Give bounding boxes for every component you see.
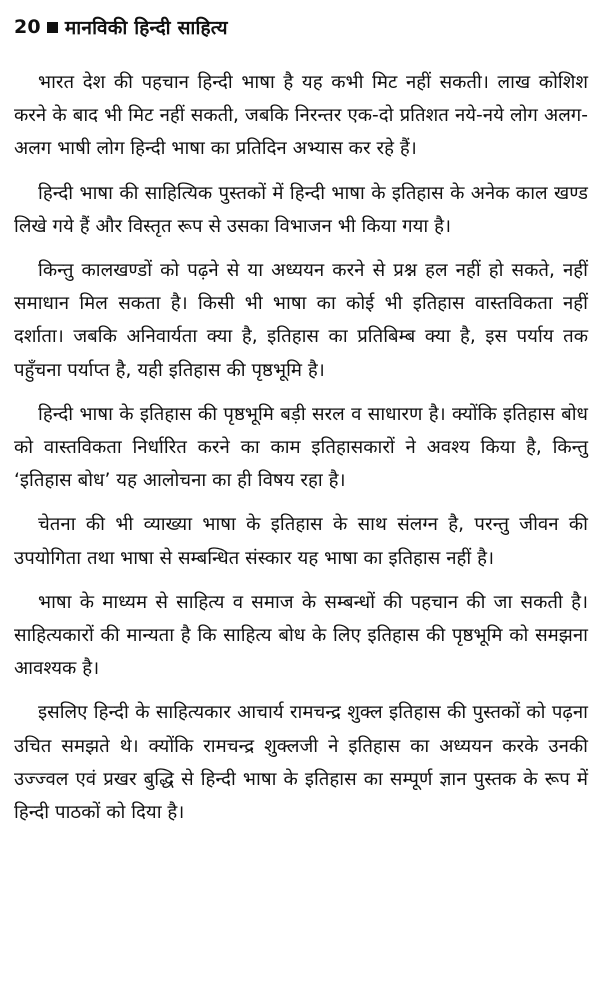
paragraph-7: इसलिए हिन्दी के साहित्यकार आचार्य रामचन्द्र शुक्ल इतिहास की पुस्तकों को पढ़ना उचित समझते थे। क्योंकि रामचन्द्र शुक्लजी ने इतिहास का अध्ययन करके उनकी उज्ज्वल एवं प्रखर बुद्धि से हिन्दी भाषा के इतिहास का सम्पूर्ण ज्ञान पुस्तक के रूप में हिन्दी पाठकों को दिया है।	[14, 702, 588, 824]
paragraph-2: हिन्दी भाषा की साहित्यिक पुस्तकों में हिन्दी भाषा के इतिहास के अनेक काल खण्ड लिखे गये हैं और विस्तृत रूप से उसका विभाजन भी किया गया है।	[14, 182, 588, 237]
page-number: 20	[14, 16, 41, 38]
paragraph-6: भाषा के माध्यम से साहित्य व समाज के सम्बन्धों की पहचान की जा सकती है। साहित्यकारों की मान्यता है कि साहित्य बोध के लिए इतिहास की पृष्ठभूमि को समझना आवश्यक है।	[14, 591, 588, 680]
running-head	[14, 14, 588, 40]
paragraph-5: चेतना की भी व्याख्या भाषा के इतिहास के साथ संलग्न है, परन्तु जीवन की उपयोगिता तथा भाषा से सम्बन्धित संस्कार यह भाषा का इतिहास नहीं है।	[14, 514, 588, 569]
paragraph-4: हिन्दी भाषा के इतिहास की पृष्ठभूमि बड़ी सरल व साधारण है। क्योंकि इतिहास बोध को वास्तविकता निर्धारित करने का काम इतिहासकारों ने अवश्य किया है, किन्तु ‘इतिहास बोध’ यह आलोचना का ही विषय रहा है।	[14, 403, 588, 492]
black-square-icon	[47, 22, 58, 33]
paragraph-1: भारत देश की पहचान हिन्दी भाषा है यह कभी मिट नहीं सकती। लाख कोशिश करने के बाद भी मिट नहीं सकती, जबकि निरन्तर एक-दो प्रतिशत नये-नये लोग अलग-अलग भाषी लोग हिन्दी भाषा का प्रतिदिन अभ्यास कर रहे हैं।	[14, 72, 588, 160]
paragraph-3: किन्तु कालखण्डों को पढ़ने से या अध्ययन करने से प्रश्न हल नहीं हो सकते, नहीं समाधान मिल सकता है। किसी भी भाषा का कोई भी इतिहास वास्तविकता नहीं दर्शाता। जबकि अनिवार्यता क्या है, इतिहास का प्रतिबिम्ब क्या है, इस पर्याय तक पहुँचना पर्याप्त है, यही इतिहास की पृष्ठभूमि है।	[14, 260, 588, 381]
book-title: मानविकी हिन्दी साहित्य	[64, 17, 228, 39]
body-text	[14, 66, 588, 829]
